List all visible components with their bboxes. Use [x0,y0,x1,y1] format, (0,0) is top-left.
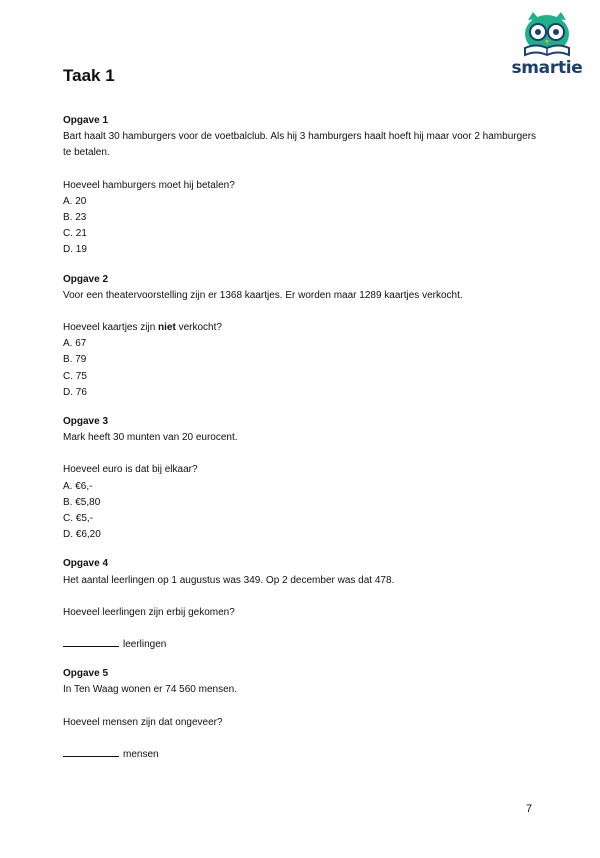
answer-line [63,747,543,763]
answer-option: C. 75 [63,370,87,382]
exercise-title: Opgave 4 [63,558,109,570]
answer-option: C. 21 [63,228,87,240]
page-title: Taak 1 [63,66,115,85]
exercise-question: Hoeveel leerlingen zijn erbij gekomen? [63,606,235,618]
answer-option: D. 19 [63,244,87,256]
answer-option: D. €6,20 [63,529,101,541]
exercise-text: Bart haalt 30 hamburgers voor de voetbalclub. Als hij 3 hamburgers haalt hoeft hij maar voor 2 hamburgers te betalen. [63,131,537,159]
logo-text: smartie [511,58,583,78]
answer-option: B. 23 [63,212,87,224]
exercise-text: Mark heeft 30 munten van 20 eurocent. [63,432,238,444]
answer-option: A. €6,- [63,480,93,492]
exercise-question: Hoeveel mensen zijn dat ongeveer? [63,716,223,728]
exercise-text: Voor een theatervoorstelling zijn er 1368 kaartjes. Er worden maar 1289 kaartjes verkocht. [63,289,463,301]
answer-option: A. 67 [63,338,87,350]
question-emphasis: niet [158,322,176,334]
exercise-text: In Ten Waag wonen er 74 560 mensen. [63,684,238,696]
exercise-question [63,320,543,336]
answer-unit: leerlingen [123,639,167,651]
answer-blank[interactable] [63,637,119,647]
exercise-2 [63,272,543,401]
smartie-logo [511,10,583,80]
exercise-title: Opgave 1 [63,115,109,126]
exercise-text: Het aantal leerlingen op 1 augustus was 349. Op 2 december was dat 478. [63,574,395,586]
exercise-4 [63,556,543,653]
answer-blank[interactable] [63,747,119,757]
exercise-question: Hoeveel euro is dat bij elkaar? [63,464,198,476]
question-text: verkocht? [175,322,222,334]
exercise-question: Hoeveel hamburgers moet hij betalen? [63,179,235,191]
exercise-title: Opgave 3 [63,416,109,428]
exercise-title: Opgave 5 [63,668,109,680]
exercise-title: Opgave 2 [63,273,109,285]
exercise-5 [63,666,543,763]
answer-option: A. 20 [63,195,87,207]
exercise-3 [63,414,543,543]
exercise-list [63,113,543,776]
answer-unit: mensen [123,748,159,760]
answer-option: C. €5,- [63,513,94,525]
question-text: Hoeveel kaartjes zijn [63,322,159,334]
answer-line [63,637,543,653]
answer-option: B. 79 [63,354,87,366]
answer-option: D. 76 [63,386,87,398]
exercise-1 [63,113,543,259]
answer-option: B. €5,80 [63,496,101,508]
owl-reading-book-icon [511,10,583,60]
page-number: 7 [526,803,533,815]
